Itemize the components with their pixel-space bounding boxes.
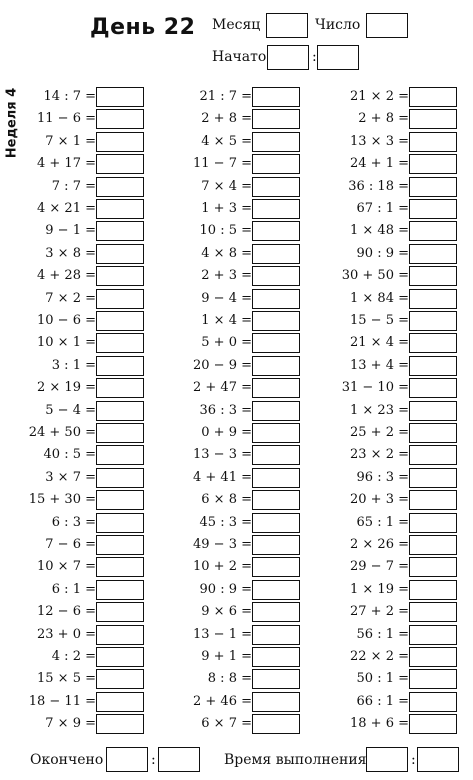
answer-box[interactable] — [409, 177, 457, 197]
problem-expression: 90 : 9 = — [356, 245, 409, 261]
problem-expression: 23 × 2 = — [350, 447, 409, 463]
problem-expression: 36 : 3 = — [199, 402, 252, 418]
problem-expression: 4 + 17 = — [37, 156, 96, 172]
problem-expression: 14 : 7 = — [43, 89, 96, 104]
problem-expression: 1 × 48 = — [350, 223, 409, 239]
answer-box[interactable] — [409, 378, 457, 398]
started-hours-field[interactable] — [267, 45, 309, 70]
started-minutes-field[interactable] — [317, 45, 359, 70]
answer-box[interactable] — [409, 311, 457, 331]
answer-box[interactable] — [409, 445, 457, 465]
date-field[interactable] — [366, 13, 408, 38]
problem-expression: 50 : 1 = — [356, 671, 409, 687]
problem-row — [0, 625, 459, 645]
week-label: Неделя 4 — [4, 87, 20, 159]
problem-row — [0, 221, 459, 241]
problem-expression: 4 × 5 = — [201, 133, 252, 149]
problem-expression: 66 : 1 = — [356, 693, 409, 709]
answer-box[interactable] — [409, 401, 457, 421]
problem-expression: 13 − 1 = — [193, 626, 252, 642]
problem-expression: 49 − 3 = — [193, 537, 252, 552]
problem-expression: 7 × 1 = — [45, 133, 96, 149]
problem-row — [0, 669, 459, 689]
problem-expression: 25 + 2 = — [350, 425, 409, 440]
answer-box[interactable] — [409, 557, 457, 577]
answer-box[interactable] — [409, 692, 457, 712]
problem-expression: 7 × 9 = — [45, 716, 96, 732]
problem-expression: 67 : 1 = — [356, 201, 409, 216]
answer-box[interactable] — [409, 244, 457, 264]
problem-expression: 30 + 50 = — [341, 268, 409, 284]
problem-expression: 0 + 9 = — [201, 425, 252, 440]
problem-expression: 1 + 3 = — [201, 201, 252, 216]
answer-box[interactable] — [409, 109, 457, 129]
problem-row — [0, 289, 459, 309]
problem-expression: 9 × 6 = — [201, 604, 252, 620]
finished-time-separator: : — [151, 752, 156, 768]
answer-box[interactable] — [409, 221, 457, 241]
problem-expression: 5 + 0 = — [201, 335, 252, 351]
problem-expression: 4 : 2 = — [51, 649, 96, 664]
problem-expression: 21 × 2 = — [350, 89, 409, 104]
problem-expression: 1 × 19 = — [350, 581, 409, 597]
problem-expression: 23 + 0 = — [37, 626, 96, 642]
problem-expression: 2 + 8 = — [358, 111, 409, 127]
problem-expression: 7 × 4 = — [201, 178, 252, 194]
problem-expression: 90 : 9 = — [199, 581, 252, 597]
problem-expression: 56 : 1 = — [356, 626, 409, 642]
answer-box[interactable] — [409, 535, 457, 555]
problem-row — [0, 356, 459, 376]
problem-expression: 10 + 2 = — [193, 559, 252, 575]
problem-expression: 21 : 7 = — [199, 89, 252, 104]
problem-row — [0, 132, 459, 152]
started-time-separator: : — [312, 49, 317, 65]
problem-expression: 7 × 2 = — [45, 290, 96, 306]
duration-minutes-field[interactable] — [417, 747, 459, 772]
answer-box[interactable] — [409, 289, 457, 309]
day-title: День 22 — [90, 15, 196, 40]
problem-expression: 24 + 1 = — [350, 156, 409, 172]
problem-row — [0, 557, 459, 577]
problem-expression: 10 − 6 = — [37, 313, 96, 328]
problem-expression: 12 − 6 = — [37, 604, 96, 620]
finished-hours-field[interactable] — [106, 747, 148, 772]
problem-expression: 29 − 7 = — [350, 559, 409, 575]
problem-expression: 96 : 3 = — [356, 469, 409, 485]
problem-expression: 18 − 11 = — [28, 693, 96, 709]
month-field[interactable] — [266, 13, 308, 38]
month-label: Месяц — [212, 17, 261, 33]
answer-box[interactable] — [409, 625, 457, 645]
answer-box[interactable] — [409, 356, 457, 376]
answer-box[interactable] — [409, 513, 457, 533]
problem-expression: 10 × 1 = — [37, 335, 96, 351]
problem-expression: 1 × 84 = — [350, 290, 409, 306]
problem-row — [0, 311, 459, 331]
finished-label: Окончено — [30, 752, 104, 768]
problem-expression: 22 × 2 = — [350, 649, 409, 664]
answer-box[interactable] — [409, 669, 457, 689]
problem-row — [0, 423, 459, 443]
problem-expression: 4 × 21 = — [37, 201, 96, 216]
duration-time-separator: : — [411, 752, 416, 768]
started-label: Начато — [212, 49, 267, 65]
problem-row — [0, 513, 459, 533]
problem-expression: 3 × 8 = — [45, 245, 96, 261]
problem-row — [0, 714, 459, 734]
problem-expression: 7 − 6 = — [45, 537, 96, 552]
answer-box[interactable] — [409, 132, 457, 152]
answer-box[interactable] — [409, 87, 457, 107]
problem-expression: 21 × 4 = — [350, 335, 409, 351]
problem-row — [0, 109, 459, 129]
problem-expression: 13 + 4 = — [350, 357, 409, 373]
problem-expression: 18 + 6 = — [350, 716, 409, 732]
problem-expression: 13 − 3 = — [193, 447, 252, 463]
problem-row — [0, 199, 459, 219]
problem-expression: 24 + 50 = — [28, 425, 96, 440]
problem-expression: 13 × 3 = — [350, 133, 409, 149]
problem-row — [0, 580, 459, 600]
problem-expression: 2 + 47 = — [193, 380, 252, 396]
problem-expression: 3 : 1 = — [51, 357, 96, 373]
problem-row — [0, 445, 459, 465]
problem-expression: 10 × 7 = — [37, 559, 96, 575]
problem-expression: 31 − 10 = — [341, 380, 409, 396]
problem-expression: 11 − 6 = — [37, 111, 96, 127]
problem-expression: 3 × 7 = — [45, 469, 96, 485]
answer-box[interactable] — [409, 154, 457, 174]
problem-expression: 1 × 4 = — [201, 313, 252, 328]
problem-expression: 11 − 7 = — [193, 156, 252, 172]
problem-expression: 9 + 1 = — [201, 649, 252, 664]
problem-expression: 7 : 7 = — [51, 178, 96, 194]
answer-box[interactable] — [409, 714, 457, 734]
problem-row — [0, 647, 459, 667]
problem-expression: 20 − 9 = — [193, 357, 252, 373]
problem-row — [0, 490, 459, 510]
problem-expression: 9 − 1 = — [45, 223, 96, 239]
problem-expression: 2 × 19 = — [37, 380, 96, 396]
problem-row — [0, 401, 459, 421]
problem-row — [0, 535, 459, 555]
problem-expression: 2 × 26 = — [350, 537, 409, 552]
duration-label: Время выполнения — [224, 752, 367, 768]
problem-expression: 45 : 3 = — [199, 514, 252, 530]
problem-expression: 5 − 4 = — [45, 402, 96, 418]
problem-expression: 4 + 41 = — [193, 469, 252, 485]
answer-box[interactable] — [409, 468, 457, 488]
problem-expression: 40 : 5 = — [43, 447, 96, 463]
answer-box[interactable] — [409, 199, 457, 219]
problem-row — [0, 266, 459, 286]
duration-hours-field[interactable] — [366, 747, 408, 772]
problem-expression: 15 − 5 = — [350, 313, 409, 328]
problem-row — [0, 692, 459, 712]
problem-expression: 36 : 18 = — [348, 178, 409, 194]
answer-box[interactable] — [409, 423, 457, 443]
problem-row — [0, 154, 459, 174]
problem-expression: 2 + 3 = — [201, 268, 252, 284]
problem-expression: 9 − 4 = — [201, 290, 252, 306]
answer-box[interactable] — [409, 602, 457, 622]
answer-box[interactable] — [409, 647, 457, 667]
problem-expression: 15 + 30 = — [28, 492, 96, 508]
answer-box[interactable] — [409, 490, 457, 510]
problem-expression: 10 : 5 = — [199, 223, 252, 239]
problem-expression: 27 + 2 = — [350, 604, 409, 620]
problem-expression: 20 + 3 = — [350, 492, 409, 508]
problem-row — [0, 244, 459, 264]
problem-expression: 1 × 23 = — [350, 402, 409, 418]
problem-row — [0, 87, 459, 107]
answer-box[interactable] — [409, 580, 457, 600]
problem-expression: 2 + 46 = — [193, 693, 252, 709]
problem-row — [0, 333, 459, 353]
answer-box[interactable] — [409, 266, 457, 286]
problem-expression: 15 × 5 = — [37, 671, 96, 687]
problem-expression: 65 : 1 = — [356, 514, 409, 530]
problem-expression: 2 + 8 = — [201, 111, 252, 127]
problem-expression: 6 : 1 = — [51, 581, 96, 597]
date-label: Число — [315, 17, 361, 33]
problem-expression: 6 × 7 = — [201, 716, 252, 732]
problem-row — [0, 602, 459, 622]
problem-row — [0, 378, 459, 398]
answer-box[interactable] — [409, 333, 457, 353]
problem-expression: 4 + 28 = — [37, 268, 96, 284]
problem-expression: 6 × 8 = — [201, 492, 252, 508]
problem-expression: 8 : 8 = — [207, 671, 252, 687]
finished-minutes-field[interactable] — [158, 747, 200, 772]
problem-row — [0, 468, 459, 488]
problem-expression: 6 : 3 = — [51, 514, 96, 530]
problem-expression: 4 × 8 = — [201, 245, 252, 261]
problem-row — [0, 177, 459, 197]
